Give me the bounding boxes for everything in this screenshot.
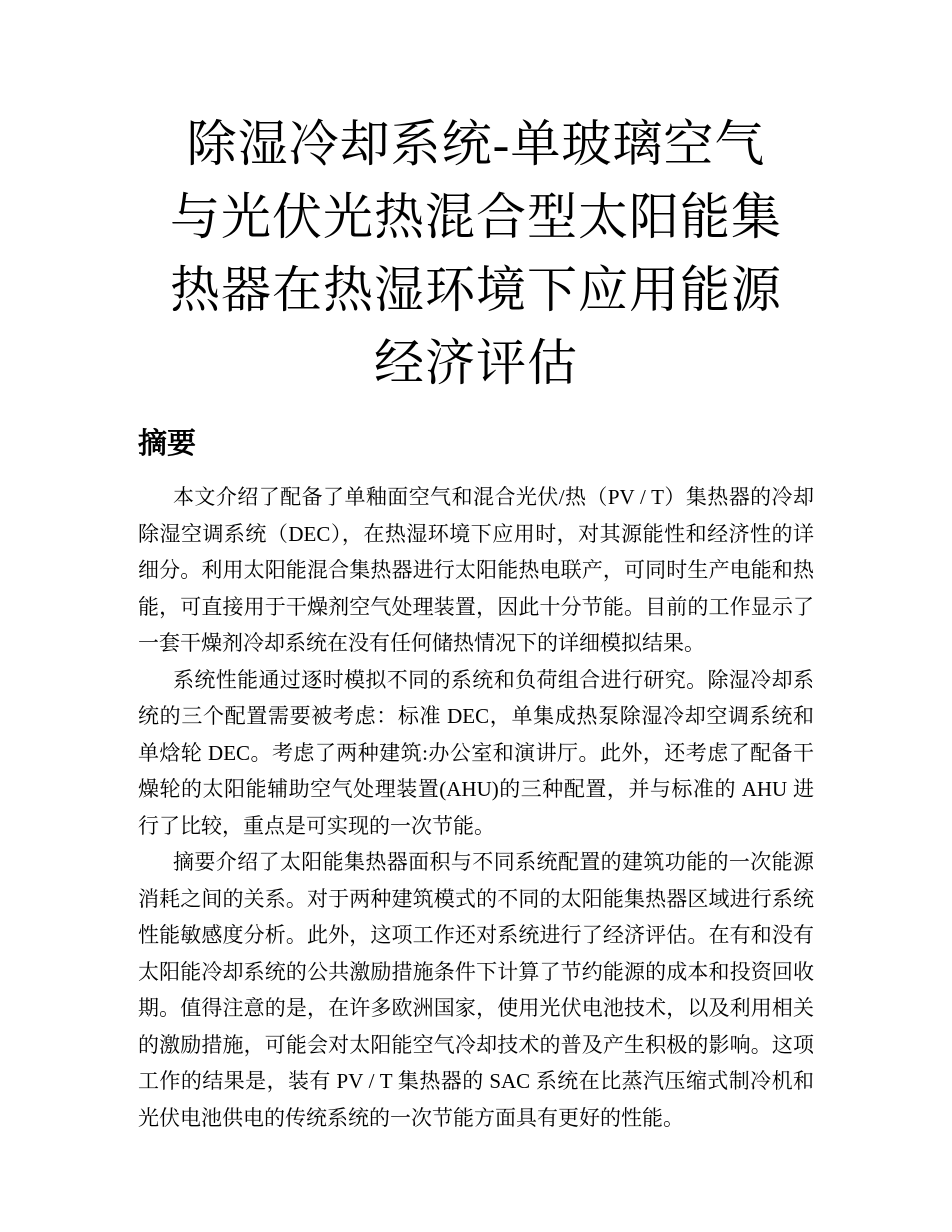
abstract-body: [138, 479, 814, 1136]
abstract-paragraph-3: 摘要介绍了太阳能集热器面积与不同系统配置的建筑功能的一次能源消耗之间的关系。对于两种建筑模式的不同的太阳能集热器区域进行系统性能敏感度分析。此外，这项工作还对系统进行了经济评估。在有和没有太阳能冷却系统的公共激励措施条件下计算了节约能源的成本和投资回收期。值得注意的是，在许多欧洲国家，使用光伏电池技术，以及利用相关的激励措施，可能会对太阳能空气冷却技术的普及产生积极的影响。这项工作的结果是，装有 PV / T 集热器的 SAC 系统在比蒸汽压缩式制冷机和光伏电池供电的传统系统的一次节能方面具有更好的性能。: [138, 850, 814, 1130]
paper-title-line-1: 除湿冷却系统-单玻璃空气: [186, 116, 766, 172]
abstract-paragraph-1: 本文介绍了配备了单釉面空气和混合光伏/热（PV / T）集热器的冷却除湿空调系统（DEC），在热湿环境下应用时，对其源能性和经济性的详细分。利用太阳能混合集热器进行太阳能热电联产，可同时生产电能和热能，可直接用于干燥剂空气处理装置，因此十分节能。目前的工作显示了一套干燥剂冷却系统在没有任何储热情况下的详细模拟结果。: [138, 485, 814, 655]
abstract-heading: 摘要: [138, 428, 197, 460]
paper-title-line-4: 经济评估: [374, 335, 578, 391]
paper-title: [170, 108, 782, 400]
paper-title-line-2: 与光伏光热混合型太阳能集: [170, 189, 782, 245]
paper-title-line-3: 热器在热湿环境下应用能源: [170, 262, 782, 318]
abstract-paragraph-2: 系统性能通过逐时模拟不同的系统和负荷组合进行研究。除湿冷却系统的三个配置需要被考虑：标准 DEC，单集成热泵除湿冷却空调系统和单焓轮 DEC。考虑了两种建筑:办公室和演讲厅。此外，还考虑了配备干燥轮的太阳能辅助空气处理装置(AHU)的三种配置，并与标准的 AHU 进行了比较，重点是可实现的一次节能。: [138, 667, 814, 838]
